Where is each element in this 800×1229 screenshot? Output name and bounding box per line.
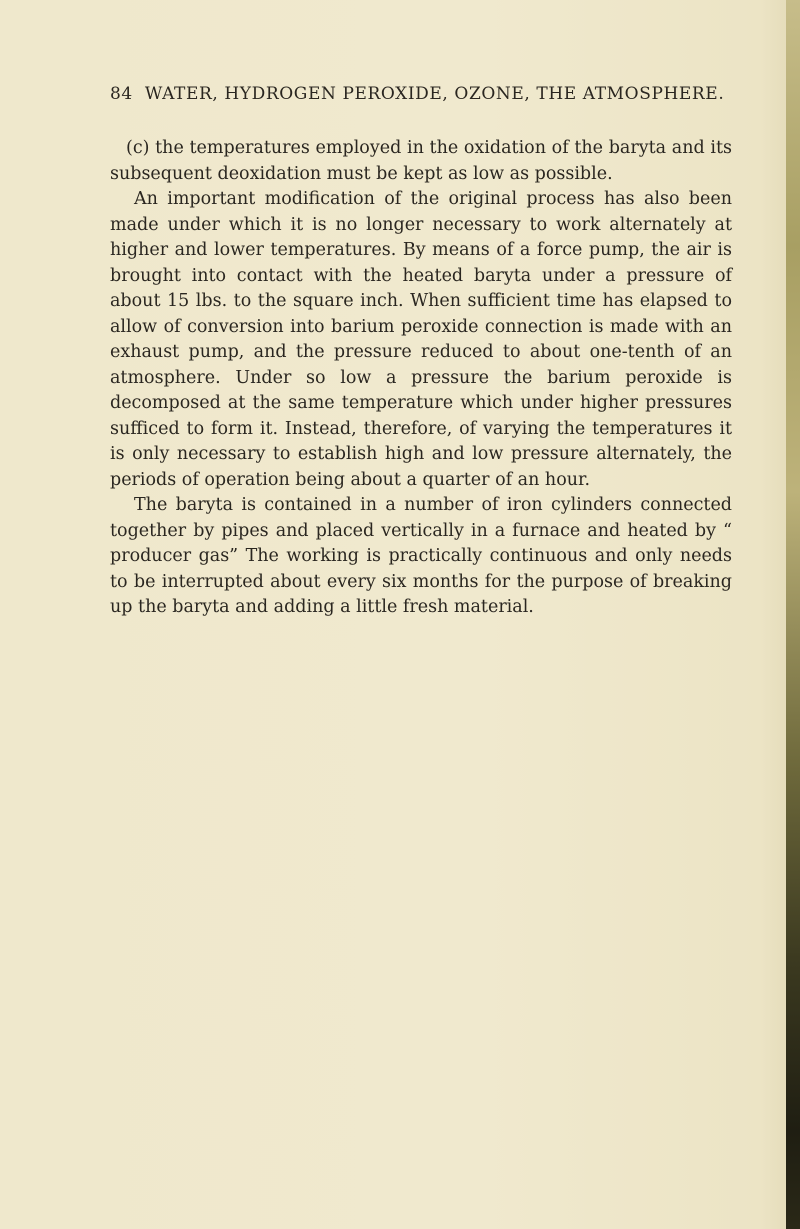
- running-title: WATER, HYDROGEN PEROXIDE, OZONE, THE ATMOSPHERE.: [144, 84, 725, 104]
- paragraph-3: The baryta is contained in a number of iron cylinders connected together by pipes and placed vertically in a furnace and heated by “ producer gas” The working is practically continuous and only needs to be interrupted about every six months for the purpose of breaking up the baryta and adding a little fresh material.: [110, 495, 732, 617]
- paragraph-1: (c) the temperatures employed in the oxidation of the baryta and its subsequent deoxidation must be kept as low as possible.: [110, 138, 732, 184]
- body-text: [110, 136, 732, 621]
- page-number: 84: [110, 84, 133, 104]
- page-header: [110, 84, 730, 104]
- page-edge-shadow: [786, 0, 800, 1229]
- paragraph-2: An important modification of the original process has also been made under which it is no longer necessary to work alternately at higher and lower temperatures. By means of a force pump, the air is brought into contact with the heated baryta under a pressure of about 15 lbs. to the square inch. When sufficient time has elapsed to allow of conversion into barium peroxide connection is made with an exhaust pump, and the pressure reduced to about one-tenth of an atmosphere. Under so low a pressure the barium peroxide is decomposed at the same temperature which under higher pressures sufficed to form it. Instead, therefore, of varying the temperatures it is only necessary to establish high and low pressure alternately, the periods of operation being about a quarter of an hour.: [110, 189, 732, 490]
